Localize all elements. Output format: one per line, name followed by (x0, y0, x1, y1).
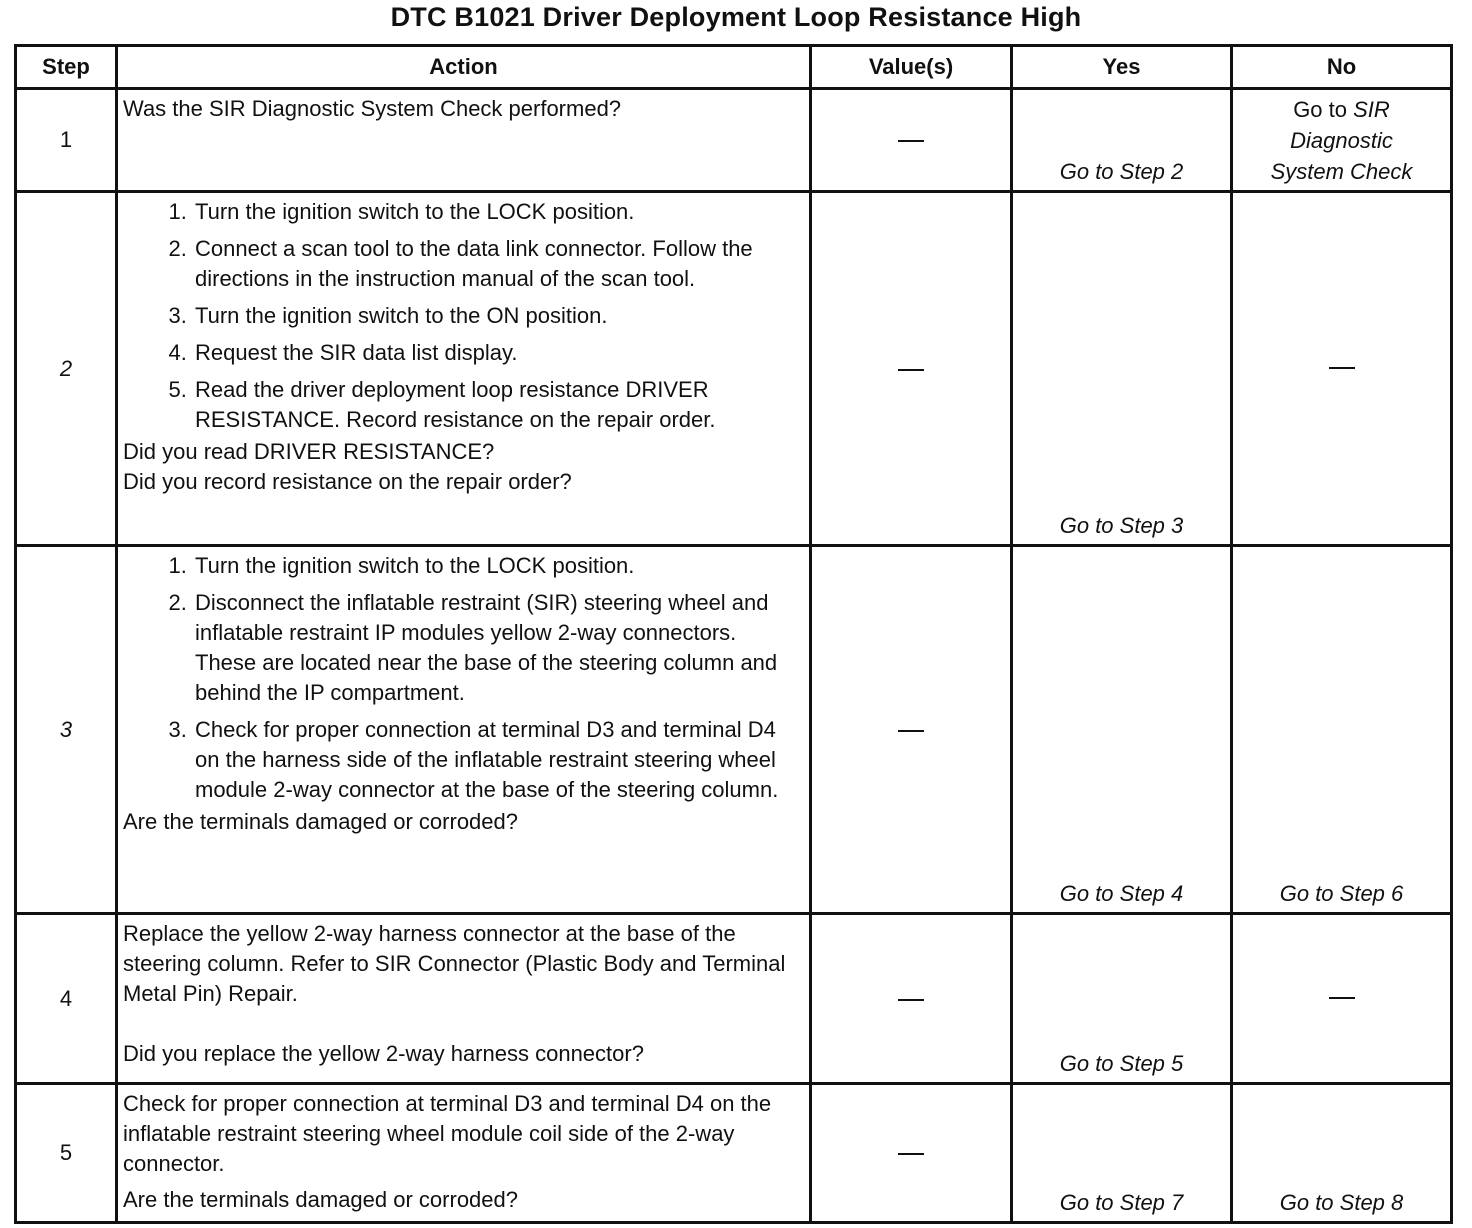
no-dash (1329, 367, 1355, 369)
no-dash (1329, 997, 1355, 999)
diagnostic-table (14, 44, 1453, 1224)
table-row-step-4 (16, 914, 1452, 1084)
no-link-part2[interactable]: Diagnostic (1290, 128, 1393, 153)
no-link-part3[interactable]: System Check (1270, 159, 1413, 184)
yes-cell[interactable]: Go to Step 4 (1012, 546, 1232, 914)
action-cell (117, 89, 811, 192)
step-number: 5 (16, 1084, 117, 1223)
header-values: Value(s) (811, 46, 1012, 89)
header-step: Step (16, 46, 117, 89)
value-dash (898, 730, 924, 732)
yes-cell[interactable]: Go to Step 7 (1012, 1084, 1232, 1223)
step-number: 3 (16, 546, 117, 914)
action-question: Are the terminals damaged or corroded? (123, 1187, 518, 1212)
action-step: 3. Check for proper connection at terminal D3 and terminal D4 on the harness side of the inflatable restraint steering wheel module 2-way connector at the base of the steering column. (193, 715, 801, 805)
action-step: 5. Read the driver deployment loop resistance DRIVER RESISTANCE. Record resistance on the repair order. (193, 375, 801, 435)
action-text: Replace the yellow 2-way harness connector at the base of the steering column. Refer to SIR Connector (Plastic Body and Terminal Metal Pin) Repair. (123, 921, 786, 1006)
action-cell (117, 914, 811, 1084)
action-question: Was the SIR Diagnostic System Check performed? (123, 96, 622, 121)
action-step-list (123, 197, 801, 435)
no-cell (1232, 914, 1452, 1084)
table-row-step-5 (16, 1084, 1452, 1223)
action-cell (117, 546, 811, 914)
action-spacer (123, 1009, 801, 1039)
no-link-part1[interactable]: SIR (1353, 97, 1390, 122)
no-prefix: Go to (1293, 97, 1347, 122)
action-question: Are the terminals damaged or corroded? (123, 809, 518, 834)
yes-cell[interactable]: Go to Step 5 (1012, 914, 1232, 1084)
value-cell (811, 89, 1012, 192)
no-cell[interactable]: Go to Step 6 (1232, 546, 1452, 914)
header-row (16, 46, 1452, 89)
action-step: 2. Disconnect the inflatable restraint (SIR) steering wheel and inflatable restraint IP modules yellow 2-way connectors. These are located near the base of the steering column and behind the IP compartment. (193, 588, 801, 708)
no-cell[interactable]: Go to Step 8 (1232, 1084, 1452, 1223)
action-step: 2. Connect a scan tool to the data link connector. Follow the directions in the instruction manual of the scan tool. (193, 234, 801, 294)
action-step-list (123, 551, 801, 805)
table-row-step-2 (16, 192, 1452, 546)
table-row-step-3 (16, 546, 1452, 914)
action-question: Did you read DRIVER RESISTANCE? (123, 439, 495, 464)
value-cell (811, 192, 1012, 546)
action-step: 3. Turn the ignition switch to the ON position. (193, 301, 801, 331)
value-cell (811, 914, 1012, 1084)
page-title: DTC B1021 Driver Deployment Loop Resistance High (390, 2, 1082, 32)
action-step: 1. Turn the ignition switch to the LOCK position. (193, 551, 801, 581)
value-dash (898, 1153, 924, 1155)
header-no: No (1232, 46, 1452, 89)
action-text: Check for proper connection at terminal D3 and terminal D4 on the inflatable restraint steering wheel module coil side of the 2-way connector. (123, 1091, 772, 1176)
action-step: 4. Request the SIR data list display. (193, 338, 801, 368)
step-number: 2 (16, 192, 117, 546)
header-action: Action (117, 46, 811, 89)
action-cell (117, 192, 811, 546)
value-dash (898, 999, 924, 1001)
value-dash (898, 369, 924, 371)
header-yes: Yes (1012, 46, 1232, 89)
value-cell (811, 1084, 1012, 1223)
action-question: Did you record resistance on the repair order? (123, 469, 572, 494)
value-dash (898, 140, 924, 142)
value-cell (811, 546, 1012, 914)
no-cell (1232, 192, 1452, 546)
step-number: 1 (16, 89, 117, 192)
action-question: Did you replace the yellow 2-way harness connector? (123, 1041, 644, 1066)
step-number: 4 (16, 914, 117, 1084)
action-step: 1. Turn the ignition switch to the LOCK position. (193, 197, 801, 227)
yes-cell[interactable]: Go to Step 3 (1012, 192, 1232, 546)
no-cell[interactable] (1232, 89, 1452, 192)
action-cell (117, 1084, 811, 1223)
table-row-step-1 (16, 89, 1452, 192)
yes-cell[interactable]: Go to Step 2 (1012, 89, 1232, 192)
